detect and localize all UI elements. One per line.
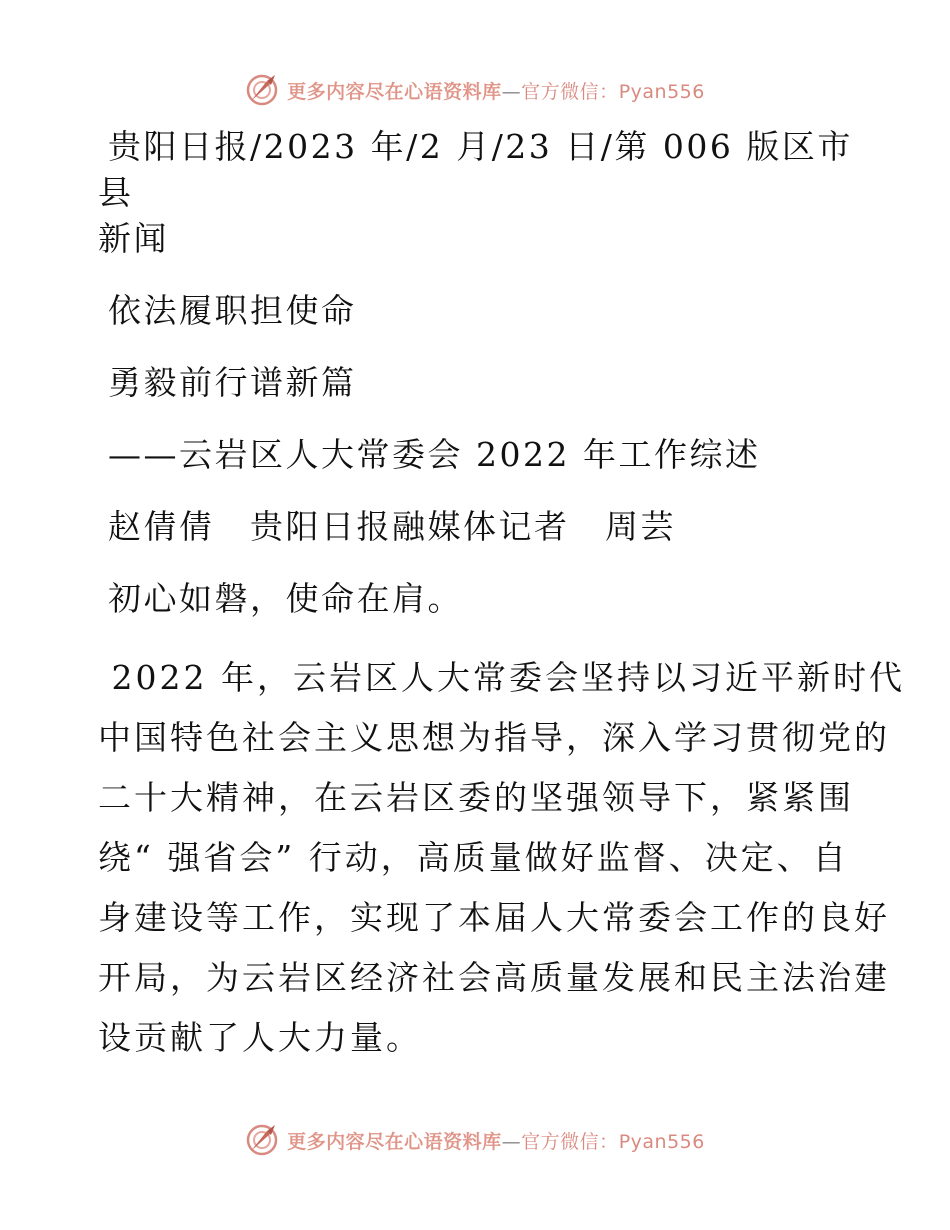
source-line-1: 贵阳日报/2023 年/2 月/23 日/第 006 版区市县 [98, 127, 853, 212]
watermark-account: Pyan556 [618, 1130, 705, 1153]
article-subtitle: ——云岩区人大常委会 2022 年工作综述 [108, 435, 761, 474]
watermark-header [0, 70, 950, 110]
source-line-2: 新闻 [98, 219, 169, 258]
watermark-text [287, 77, 705, 104]
body-line: 开局，为云岩区经济社会高质量发展和民主法治建 [98, 958, 890, 997]
article-paragraph [98, 648, 905, 1068]
watermark-text [287, 1127, 705, 1154]
body-line: 设贡献了人大力量。 [98, 1018, 422, 1057]
watermark-brand: 更多内容尽在心语资料库 [287, 1130, 502, 1153]
quill-logo-icon [245, 1123, 279, 1157]
watermark-account: Pyan556 [618, 80, 705, 103]
body-line: 中国特色社会主义思想为指导，深入学习贯彻党的 [98, 718, 890, 757]
quill-logo-icon [245, 73, 279, 107]
article-lead: 初心如磐，使命在肩。 [108, 579, 463, 618]
watermark-label: 官方微信： [521, 80, 619, 103]
watermark-brand: 更多内容尽在心语资料库 [287, 80, 502, 103]
source-line [98, 124, 858, 262]
body-line: 身建设等工作，实现了本届人大常委会工作的良好 [98, 898, 890, 937]
body-line: 二十大精神，在云岩区委的坚强领导下，紧紧围 [98, 778, 854, 817]
article-title-1: 依法履职担使命 [108, 291, 357, 330]
article-title-2: 勇毅前行谱新篇 [108, 363, 357, 402]
watermark-footer [0, 1120, 950, 1160]
watermark-separator: — [501, 1130, 522, 1153]
body-line: 绕“ 强省会” 行动，高质量做好监督、决定、自 [98, 838, 849, 877]
watermark-label: 官方微信： [521, 1130, 619, 1153]
article-byline: 赵倩倩 贵阳日报融媒体记者 周芸 [108, 507, 676, 546]
body-line: 2022 年，云岩区人大常委会坚持以习近平新时代 [98, 658, 905, 697]
article-body [98, 124, 905, 1068]
watermark-separator: — [501, 80, 522, 103]
